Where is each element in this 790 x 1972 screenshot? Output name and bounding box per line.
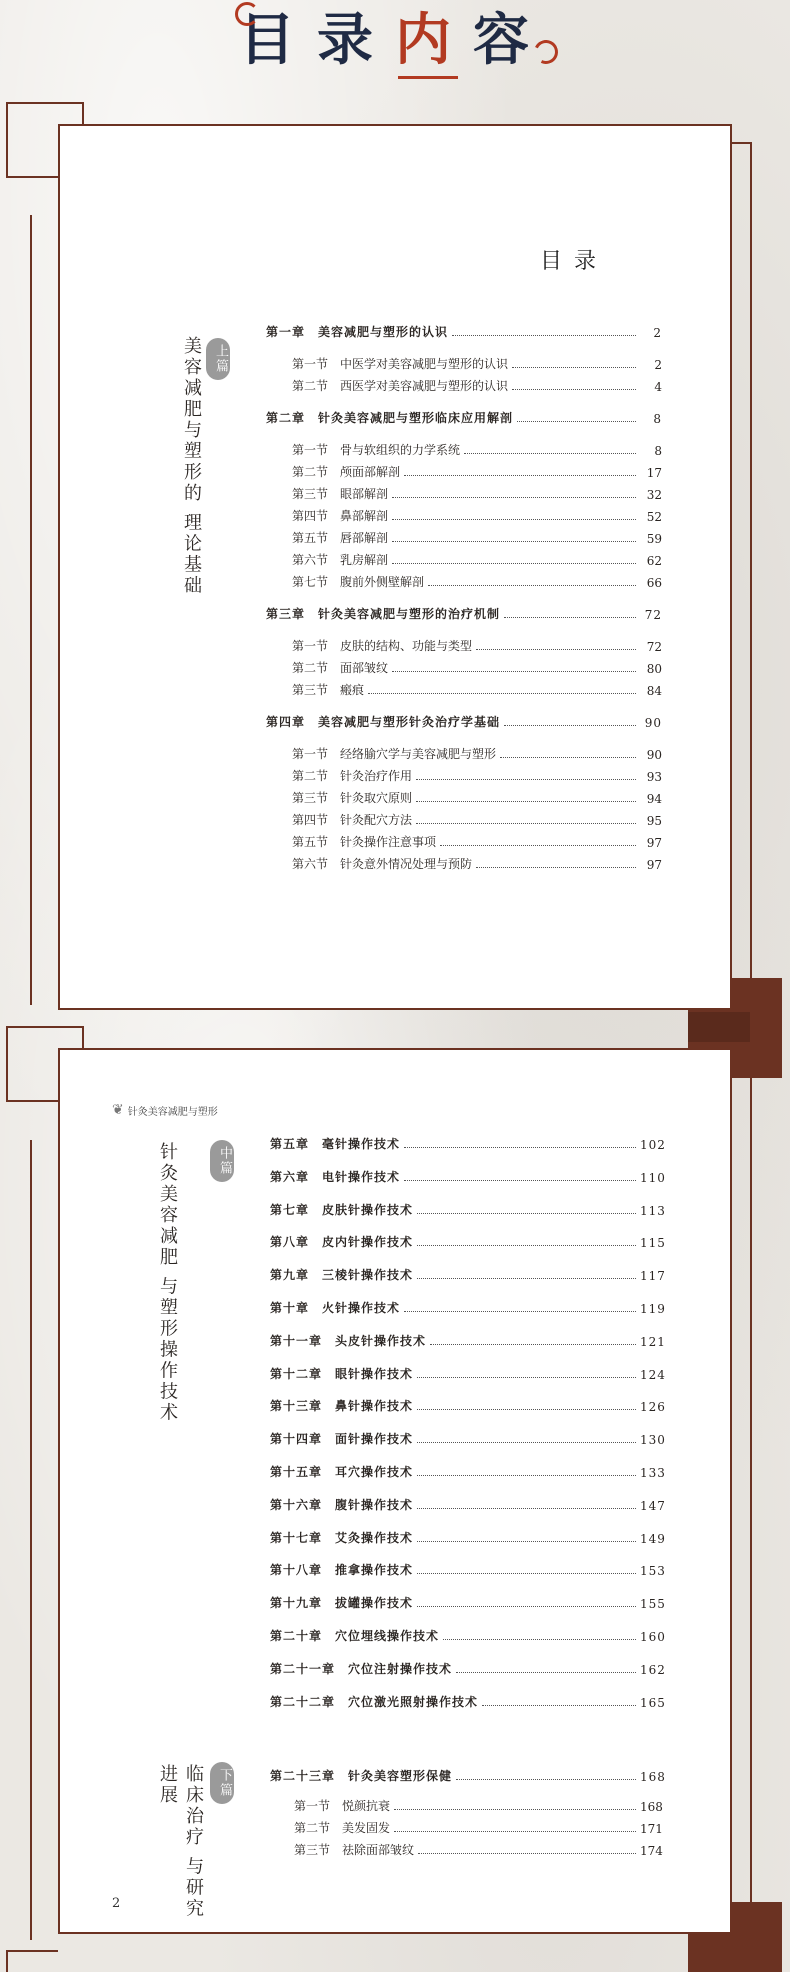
- part-title-lower-line1: 临床治疗: [183, 1764, 204, 1848]
- toc-entry-title: 第二节 颅面部解剖: [292, 465, 401, 479]
- frame-corner-line: [6, 1950, 58, 1952]
- toc-page-number: 2: [654, 358, 662, 372]
- toc-section-row: [292, 744, 662, 762]
- toc-dot-leader: [417, 1541, 636, 1542]
- toc-page-number: 153: [640, 1564, 666, 1579]
- toc-dot-leader: [517, 421, 636, 422]
- toc-section-row: [294, 1796, 662, 1814]
- toc-section-row: [292, 658, 662, 676]
- flame-icon: ❦: [112, 1102, 124, 1118]
- toc-section-row: [292, 810, 662, 828]
- part-title-lower-line2: 与研究进展: [157, 1764, 204, 1920]
- toc-dot-leader: [417, 1606, 636, 1607]
- frame-shadow-block: [688, 1012, 750, 1042]
- header-char-1: 目: [239, 7, 317, 73]
- toc-section-row: [292, 506, 662, 524]
- page-header-title: [0, 0, 790, 90]
- toc-page-number: 4: [654, 380, 662, 394]
- toc-entry-title: 第十六章 腹针操作技术: [270, 1497, 414, 1512]
- toc-dot-leader: [443, 1639, 636, 1640]
- toc-dot-leader: [417, 1213, 636, 1214]
- part-title-upper: [178, 336, 204, 597]
- toc-entry-title: 第二章 针灸美容减肥与塑形临床应用解剖: [266, 411, 514, 425]
- toc-chapter-row: [270, 1232, 666, 1251]
- frame-side-line: [750, 1066, 752, 1936]
- toc-section-row: [294, 1818, 662, 1836]
- toc-list-page-1: [266, 322, 662, 922]
- toc-dot-leader: [430, 1344, 636, 1345]
- toc-section-row: [292, 832, 662, 850]
- toc-entry-title: 第三章 针灸美容减肥与塑形的治疗机制: [266, 607, 501, 621]
- toc-entry-title: 第二节 针灸治疗作用: [292, 769, 413, 783]
- toc-dot-leader: [417, 1245, 636, 1246]
- toc-dot-leader: [394, 1809, 636, 1810]
- toc-page-number: 160: [640, 1630, 666, 1644]
- toc-entry-title: 第十二章 眼针操作技术: [270, 1366, 414, 1381]
- book-brand: [112, 1102, 218, 1118]
- frame-corner-line: [6, 102, 82, 104]
- toc-page-number: 168: [640, 1770, 666, 1784]
- frame-corner-line: [82, 102, 84, 124]
- toc-dot-leader: [504, 617, 636, 618]
- toc-entry-title: 第三节 瘢痕: [292, 683, 365, 697]
- toc-entry-title: 第二节 西医学对美容减肥与塑形的认识: [292, 379, 509, 393]
- toc-list-page-2-lower: [270, 1766, 666, 1886]
- frame-corner-line: [6, 1026, 82, 1028]
- toc-section-row: [292, 766, 662, 784]
- toc-page-number: 162: [640, 1662, 666, 1677]
- toc-page-number: 124: [640, 1367, 666, 1382]
- toc-chapter-row: [270, 1626, 666, 1644]
- toc-dot-leader: [504, 725, 636, 726]
- toc-chapter-row: [266, 604, 662, 622]
- toc-dot-leader: [417, 1409, 636, 1410]
- toc-chapter-row: [270, 1167, 666, 1185]
- toc-chapter-row: [270, 1298, 666, 1316]
- toc-entry-title: 第一节 骨与软组织的力学系统: [292, 443, 461, 457]
- part-badge-middle: 中篇: [210, 1140, 234, 1182]
- toc-dot-leader: [440, 845, 636, 846]
- toc-chapter-row: [270, 1766, 666, 1784]
- toc-dot-leader: [512, 389, 636, 390]
- frame-side-line: [730, 142, 752, 144]
- toc-dot-leader: [428, 585, 636, 586]
- toc-dot-leader: [368, 693, 636, 694]
- frame-side-line: [730, 1066, 752, 1068]
- toc-dot-leader: [392, 519, 636, 520]
- toc-entry-title: 第十五章 耳穴操作技术: [270, 1465, 414, 1479]
- toc-page-number: 147: [640, 1498, 666, 1513]
- toc-entry-title: 第七节 腹前外侧壁解剖: [292, 575, 425, 589]
- toc-chapter-row: [270, 1396, 666, 1415]
- toc-chapter-row: [270, 1692, 666, 1710]
- toc-dot-leader: [394, 1831, 636, 1832]
- toc-entry-title: 第十九章 拔罐操作技术: [270, 1596, 414, 1611]
- toc-page-2: [58, 1048, 732, 1934]
- toc-entry-title: 第十七章 艾灸操作技术: [270, 1530, 414, 1545]
- toc-entry-title: 第一章 美容减肥与塑形的认识: [266, 325, 449, 339]
- toc-dot-leader: [417, 1442, 636, 1443]
- toc-dot-leader: [404, 475, 636, 476]
- frame-corner-line: [6, 1100, 58, 1102]
- toc-chapter-row: [266, 408, 662, 426]
- toc-page-number: 121: [640, 1334, 666, 1349]
- toc-section-row: [292, 680, 662, 698]
- toc-entry-title: 第八章 皮内针操作技术: [270, 1235, 414, 1250]
- toc-entry-title: 第四章 美容减肥与塑形针灸治疗学基础: [266, 715, 501, 729]
- frame-corner-line: [6, 1026, 8, 1102]
- toc-chapter-row: [270, 1265, 666, 1284]
- toc-section-row: [292, 854, 662, 872]
- toc-entry-title: 第二十一章 穴位注射操作技术: [270, 1661, 453, 1676]
- header-char-4: 容: [473, 7, 551, 73]
- toc-page-number: 66: [646, 576, 662, 590]
- toc-entry-title: 第一节 中医学对美容减肥与塑形的认识: [292, 357, 509, 371]
- part-badge-upper: 上篇: [206, 338, 230, 380]
- toc-entry-title: 第二十章 穴位埋线操作技术: [270, 1629, 440, 1643]
- toc-page-number: 97: [646, 836, 662, 850]
- frame-corner-line: [6, 1950, 8, 1972]
- toc-entry-title: 第二节 美发固发: [294, 1821, 391, 1835]
- toc-chapter-row: [266, 712, 662, 730]
- toc-chapter-row: [270, 1528, 666, 1546]
- toc-dot-leader: [417, 1508, 636, 1509]
- toc-dot-leader: [392, 541, 636, 542]
- toc-page-number: 72: [646, 640, 662, 654]
- frame-side-line: [750, 142, 752, 1012]
- page-number: 2: [112, 1896, 121, 1911]
- toc-entry-title: 第一节 皮肤的结构、功能与类型: [292, 639, 473, 653]
- toc-dot-leader: [417, 1377, 636, 1378]
- toc-page-number: 97: [646, 858, 662, 872]
- toc-dot-leader: [500, 757, 636, 758]
- toc-page-number: 119: [640, 1302, 666, 1316]
- toc-section-row: [292, 636, 662, 654]
- toc-page-number: 52: [646, 510, 662, 524]
- toc-section-row: [292, 484, 662, 502]
- toc-entry-title: 第五节 针灸操作注意事项: [292, 835, 437, 849]
- part-title-upper-line2: 理论基础: [181, 512, 202, 597]
- toc-page-number: 2: [653, 326, 662, 340]
- toc-page-number: 95: [646, 814, 662, 828]
- toc-entry-title: 第十章 火针操作技术: [270, 1301, 401, 1315]
- header-underline: [398, 76, 458, 79]
- toc-entry-title: 第九章 三棱针操作技术: [270, 1268, 414, 1283]
- part-title-middle-line1: 针灸美容减肥: [157, 1142, 178, 1268]
- toc-page-number: 90: [644, 716, 662, 730]
- toc-chapter-row: [270, 1593, 666, 1612]
- toc-section-row: [292, 440, 662, 458]
- toc-page-number: 149: [640, 1531, 666, 1546]
- toc-dot-leader: [456, 1779, 636, 1780]
- toc-dot-leader: [512, 367, 636, 368]
- toc-entry-title: 第七章 皮肤针操作技术: [270, 1202, 414, 1217]
- toc-page-number: 168: [640, 1800, 663, 1814]
- toc-page-number: 110: [640, 1170, 666, 1185]
- toc-chapter-row: [270, 1429, 666, 1448]
- toc-entry-title: 第五节 唇部解剖: [292, 531, 389, 545]
- toc-page-number: 72: [644, 608, 662, 622]
- toc-chapter-row: [270, 1200, 666, 1218]
- toc-dot-leader: [452, 335, 636, 336]
- toc-heading: 目录: [540, 249, 609, 274]
- toc-dot-leader: [456, 1672, 636, 1673]
- toc-entry-title: 第四节 针灸配穴方法: [292, 813, 413, 827]
- toc-entry-title: 第二十二章 穴位激光照射操作技术: [270, 1694, 479, 1709]
- toc-chapter-row: [270, 1495, 666, 1513]
- header-swirl-left-icon: [235, 2, 259, 26]
- toc-section-row: [292, 528, 662, 546]
- toc-page-number: 130: [640, 1433, 666, 1448]
- toc-entry-title: 第十三章 鼻针操作技术: [270, 1399, 414, 1414]
- toc-dot-leader: [417, 1573, 636, 1574]
- toc-chapter-row: [270, 1462, 666, 1480]
- toc-section-row: [292, 462, 662, 480]
- toc-chapter-row: [266, 322, 662, 340]
- toc-page-number: 32: [646, 488, 662, 502]
- toc-page-number: 117: [640, 1269, 666, 1284]
- frame-side-line: [30, 215, 32, 1005]
- toc-dot-leader: [482, 1705, 636, 1706]
- toc-page-number: 8: [654, 444, 662, 458]
- toc-section-row: [292, 788, 662, 806]
- toc-dot-leader: [392, 671, 636, 672]
- toc-chapter-row: [270, 1364, 666, 1382]
- toc-page-number: 93: [646, 770, 662, 784]
- toc-entry-title: 第三节 针灸取穴原则: [292, 791, 413, 805]
- toc-page-number: 126: [640, 1400, 666, 1415]
- toc-list-page-2-middle: [270, 1134, 666, 1710]
- frame-corner-line: [6, 102, 8, 178]
- frame-side-line: [30, 1140, 32, 1940]
- part-badge-lower: 下篇: [210, 1762, 234, 1804]
- part-title-lower: [154, 1764, 206, 1932]
- toc-page-number: 84: [646, 684, 662, 698]
- toc-page-number: 113: [640, 1203, 666, 1218]
- header-char-2: 录: [317, 7, 395, 73]
- toc-dot-leader: [404, 1311, 636, 1312]
- toc-entry-title: 第四节 鼻部解剖: [292, 509, 389, 523]
- toc-section-row: [294, 1840, 662, 1858]
- toc-dot-leader: [416, 823, 636, 824]
- toc-page-number: 8: [653, 412, 662, 426]
- frame-corner-line: [6, 176, 58, 178]
- part-title-middle-line2: 与塑形操作技术: [157, 1276, 178, 1424]
- frame-corner-line: [82, 1026, 84, 1048]
- toc-dot-leader: [404, 1180, 636, 1181]
- toc-entry-title: 第二十三章 针灸美容塑形保健: [270, 1769, 453, 1783]
- toc-page-number: 17: [646, 466, 662, 480]
- part-title-upper-line1: 美容减肥与塑形的: [181, 336, 202, 504]
- toc-entry-title: 第十四章 面针操作技术: [270, 1432, 414, 1447]
- toc-section-row: [292, 376, 662, 394]
- toc-entry-title: 第十八章 推拿操作技术: [270, 1563, 414, 1578]
- toc-page-number: 62: [646, 554, 662, 568]
- toc-page-number: 165: [640, 1695, 666, 1710]
- toc-page-number: 59: [646, 532, 662, 546]
- toc-chapter-row: [270, 1134, 666, 1152]
- toc-chapter-row: [270, 1331, 666, 1349]
- toc-dot-leader: [476, 867, 636, 868]
- toc-entry-title: 第一节 悦颜抗衰: [294, 1799, 391, 1813]
- toc-page-number: 115: [640, 1236, 666, 1251]
- toc-entry-title: 第五章 毫针操作技术: [270, 1137, 401, 1151]
- toc-entry-title: 第二节 面部皱纹: [292, 661, 389, 675]
- toc-page-number: 80: [646, 662, 662, 676]
- toc-chapter-row: [270, 1659, 666, 1677]
- toc-dot-leader: [416, 801, 636, 802]
- toc-dot-leader: [417, 1475, 636, 1476]
- toc-page-1: [58, 124, 732, 1010]
- toc-dot-leader: [392, 563, 636, 564]
- toc-dot-leader: [417, 1278, 636, 1279]
- toc-entry-title: 第三节 眼部解剖: [292, 487, 389, 501]
- toc-chapter-row: [270, 1560, 666, 1579]
- toc-entry-title: 第十一章 头皮针操作技术: [270, 1333, 427, 1348]
- toc-page-number: 102: [640, 1138, 666, 1152]
- toc-dot-leader: [418, 1853, 636, 1854]
- toc-dot-leader: [416, 779, 636, 780]
- toc-dot-leader: [404, 1147, 636, 1148]
- toc-section-row: [292, 572, 662, 590]
- toc-entry-title: 第一节 经络腧穴学与美容减肥与塑形: [292, 747, 497, 761]
- toc-page-number: 174: [640, 1844, 663, 1858]
- toc-page-number: 171: [640, 1822, 663, 1836]
- toc-entry-title: 第三节 祛除面部皱纹: [294, 1843, 415, 1857]
- toc-page-number: 94: [646, 792, 662, 806]
- header-char-3: 内: [395, 7, 473, 73]
- toc-dot-leader: [392, 497, 636, 498]
- part-title-middle: [154, 1142, 180, 1424]
- toc-dot-leader: [464, 453, 636, 454]
- toc-dot-leader: [476, 649, 636, 650]
- toc-section-row: [292, 354, 662, 372]
- toc-page-number: 133: [640, 1466, 666, 1480]
- toc-entry-title: 第六节 乳房解剖: [292, 553, 389, 567]
- toc-entry-title: 第六节 针灸意外情况处理与预防: [292, 857, 473, 871]
- book-brand-text: 针灸美容减肥与塑形: [127, 1106, 218, 1118]
- toc-page-number: 90: [646, 748, 662, 762]
- toc-section-row: [292, 550, 662, 568]
- toc-entry-title: 第六章 电针操作技术: [270, 1169, 401, 1184]
- toc-page-number: 155: [640, 1597, 666, 1612]
